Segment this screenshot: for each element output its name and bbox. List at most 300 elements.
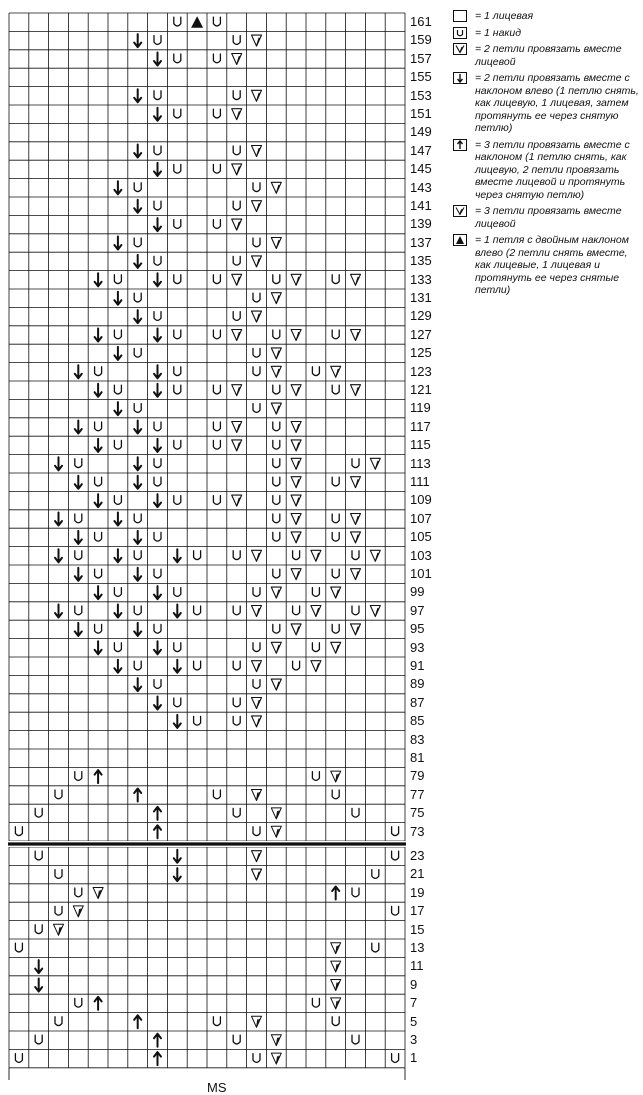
yarn-over-symbol xyxy=(312,772,319,781)
yarn-over-symbol xyxy=(134,238,141,247)
row-number: 77 xyxy=(410,786,425,802)
k2tog-symbol xyxy=(271,587,281,598)
ssk-arrow-symbol xyxy=(154,641,161,654)
k2tog-symbol xyxy=(271,238,281,249)
yarn-over-symbol xyxy=(134,514,141,523)
yarn-over-symbol xyxy=(213,422,220,431)
yarn-over-symbol xyxy=(233,698,240,707)
yarn-over-symbol xyxy=(352,459,359,468)
k2tog-symbol xyxy=(252,851,262,862)
row-number: 75 xyxy=(410,805,425,821)
ssk-arrow-symbol xyxy=(134,476,141,489)
sk2p-arrow-symbol xyxy=(95,997,102,1010)
row-number: 99 xyxy=(410,584,425,600)
ssk-arrow-symbol xyxy=(154,53,161,66)
row-number: 129 xyxy=(410,308,432,324)
k2tog-symbol xyxy=(291,385,301,396)
k2tog-symbol xyxy=(291,330,301,341)
row-number: 159 xyxy=(410,32,432,48)
yarn-over-symbol xyxy=(332,790,339,799)
row-number: 141 xyxy=(410,198,432,213)
yarn-over-symbol xyxy=(174,698,181,707)
k2tog-symbol xyxy=(291,458,301,469)
k2tog-symbol xyxy=(331,366,341,377)
ssk-arrow-symbol xyxy=(55,513,62,526)
legend-text: = 3 петли провязать вместе лицевой xyxy=(475,205,622,230)
k3tog-symbol xyxy=(271,1053,281,1064)
yarn-over-symbol xyxy=(253,643,260,652)
k2tog-symbol xyxy=(232,330,242,341)
sk2p-arrow-icon xyxy=(453,139,467,151)
yarn-over-symbol xyxy=(194,551,201,560)
k2tog-symbol xyxy=(351,624,361,635)
k2tog-symbol xyxy=(252,550,262,561)
row-number: 117 xyxy=(410,418,431,434)
k2tog-symbol xyxy=(232,495,242,506)
legend-item-yarn-over xyxy=(453,27,641,40)
yarn-over-symbol xyxy=(273,330,280,339)
k2tog-icon xyxy=(453,43,467,55)
ssk-arrow-symbol xyxy=(55,457,62,470)
row-number: 89 xyxy=(410,676,425,692)
k2tog-symbol xyxy=(232,164,242,175)
yarn-over-symbol xyxy=(312,643,319,652)
legend-text: = 2 петли провязать вместе лицевой xyxy=(475,43,622,68)
legend-item-sk2p xyxy=(453,139,641,202)
row-number: 81 xyxy=(410,750,425,765)
k2tog-symbol xyxy=(351,514,361,525)
yarn-over-symbol xyxy=(75,998,82,1007)
ssk-arrow-symbol xyxy=(75,623,82,636)
row-number: 1 xyxy=(410,1050,418,1066)
yarn-over-symbol xyxy=(55,1017,62,1026)
yarn-over-symbol xyxy=(114,440,121,449)
yarn-over-symbol xyxy=(15,943,22,952)
yarn-over-symbol xyxy=(392,827,399,836)
legend-item-cdd xyxy=(453,234,641,297)
row-number: 157 xyxy=(410,50,432,66)
legend-item-k3tog xyxy=(453,205,641,230)
yarn-over-symbol xyxy=(332,330,339,339)
yarn-over-symbol xyxy=(273,422,280,431)
sk2p-arrow-symbol xyxy=(332,887,339,900)
row-number: 105 xyxy=(410,529,432,545)
ssk-arrow-icon xyxy=(453,72,467,84)
yarn-over-symbol xyxy=(174,17,181,26)
yarn-over-symbol xyxy=(35,1035,42,1044)
yarn-over-symbol xyxy=(213,330,220,339)
ssk-arrow-symbol xyxy=(134,255,141,268)
yarn-over-symbol xyxy=(312,588,319,597)
k2tog-symbol xyxy=(351,274,361,285)
ssk-arrow-symbol xyxy=(134,457,141,470)
k2tog-symbol xyxy=(311,550,321,561)
yarn-over-symbol xyxy=(114,643,121,652)
yarn-over-symbol xyxy=(332,624,339,633)
yarn-over-symbol xyxy=(332,385,339,394)
yarn-over-symbol xyxy=(114,275,121,284)
ssk-arrow-symbol xyxy=(154,163,161,176)
yarn-over-symbol xyxy=(114,330,121,339)
k2tog-symbol xyxy=(370,606,380,617)
yarn-over-symbol xyxy=(95,367,102,376)
ssk-arrow-symbol xyxy=(154,108,161,121)
yarn-over-symbol xyxy=(35,851,42,860)
k2tog-symbol xyxy=(291,422,301,433)
k2tog-symbol xyxy=(351,532,361,543)
yarn-over-symbol xyxy=(233,201,240,210)
yarn-over-symbol xyxy=(392,906,399,915)
yarn-over-symbol xyxy=(75,888,82,897)
yarn-over-symbol xyxy=(174,440,181,449)
yarn-over-symbol xyxy=(114,496,121,505)
k3tog-symbol xyxy=(271,1035,281,1046)
sk2p-arrow-symbol xyxy=(154,825,161,838)
row-number: 153 xyxy=(410,87,432,103)
ssk-arrow-symbol xyxy=(114,292,121,305)
k2tog-symbol xyxy=(331,642,341,653)
yarn-over-symbol xyxy=(332,275,339,284)
row-number: 161 xyxy=(410,14,432,29)
yarn-over-symbol xyxy=(154,256,161,265)
yarn-over-icon xyxy=(453,27,467,39)
row-number: 125 xyxy=(410,345,432,361)
legend-item-ssk xyxy=(453,72,641,135)
row-number: 79 xyxy=(410,768,425,784)
row-number: 155 xyxy=(410,69,432,85)
yarn-over-symbol xyxy=(95,532,102,541)
yarn-over-symbol xyxy=(213,1017,220,1026)
yarn-over-symbol xyxy=(213,17,220,26)
k2tog-symbol xyxy=(271,366,281,377)
yarn-over-symbol xyxy=(154,422,161,431)
row-number: 95 xyxy=(410,621,425,637)
ssk-arrow-symbol xyxy=(114,605,121,618)
sk2p-arrow-symbol xyxy=(154,1034,161,1047)
yarn-over-symbol xyxy=(174,109,181,118)
ssk-arrow-symbol xyxy=(154,439,161,452)
row-number: 151 xyxy=(410,106,432,121)
ssk-arrow-symbol xyxy=(75,476,82,489)
k2tog-symbol xyxy=(252,606,262,617)
ssk-arrow-symbol xyxy=(114,237,121,250)
knit-icon xyxy=(453,10,467,22)
yarn-over-symbol xyxy=(55,906,62,915)
yarn-over-symbol xyxy=(213,164,220,173)
yarn-over-symbol xyxy=(15,1054,22,1063)
yarn-over-symbol xyxy=(174,496,181,505)
yarn-over-symbol xyxy=(174,588,181,597)
yarn-over-symbol xyxy=(213,220,220,229)
ssk-arrow-symbol xyxy=(35,979,42,992)
row-number: 147 xyxy=(410,142,432,158)
ms-label: MS xyxy=(207,1079,227,1095)
yarn-over-symbol xyxy=(233,661,240,670)
yarn-over-symbol xyxy=(134,183,141,192)
yarn-over-symbol xyxy=(154,569,161,578)
ssk-arrow-symbol xyxy=(154,384,161,397)
k2tog-symbol xyxy=(252,256,262,267)
k2tog-symbol xyxy=(291,477,301,488)
k3tog-symbol xyxy=(331,943,341,954)
k2tog-symbol xyxy=(291,569,301,580)
ssk-arrow-symbol xyxy=(174,715,181,728)
yarn-over-symbol xyxy=(352,606,359,615)
yarn-over-symbol xyxy=(273,514,280,523)
yarn-over-symbol xyxy=(392,851,399,860)
legend-item-k2tog xyxy=(453,43,641,68)
yarn-over-symbol xyxy=(95,569,102,578)
row-number: 127 xyxy=(410,326,432,342)
ssk-arrow-symbol xyxy=(95,329,102,342)
k2tog-symbol xyxy=(271,293,281,304)
row-number: 111 xyxy=(410,474,430,489)
yarn-over-symbol xyxy=(253,1054,260,1063)
yarn-over-symbol xyxy=(332,477,339,486)
yarn-over-symbol xyxy=(213,109,220,118)
ssk-arrow-symbol xyxy=(154,365,161,378)
row-number: 109 xyxy=(410,492,432,508)
yarn-over-symbol xyxy=(293,606,300,615)
yarn-over-symbol xyxy=(174,54,181,63)
row-number: 3 xyxy=(410,1032,418,1047)
ssk-arrow-symbol xyxy=(95,273,102,286)
yarn-over-symbol xyxy=(15,827,22,836)
k3tog-symbol xyxy=(331,980,341,991)
yarn-over-symbol xyxy=(134,348,141,357)
yarn-over-symbol xyxy=(233,808,240,817)
yarn-over-symbol xyxy=(273,532,280,541)
ssk-arrow-symbol xyxy=(75,531,82,544)
yarn-over-symbol xyxy=(253,183,260,192)
ssk-arrow-symbol xyxy=(154,494,161,507)
yarn-over-symbol xyxy=(332,1017,339,1026)
ssk-arrow-symbol xyxy=(154,697,161,710)
row-number: 11 xyxy=(410,958,424,974)
yarn-over-symbol xyxy=(213,54,220,63)
row-number: 13 xyxy=(410,940,425,955)
ssk-arrow-symbol xyxy=(134,568,141,581)
yarn-over-symbol xyxy=(233,146,240,155)
k2tog-symbol xyxy=(232,219,242,230)
legend-text: = 1 лицевая xyxy=(475,10,534,22)
yarn-over-symbol xyxy=(332,514,339,523)
yarn-over-symbol xyxy=(253,238,260,247)
k2tog-symbol xyxy=(291,624,301,635)
legend xyxy=(453,10,641,301)
yarn-over-symbol xyxy=(372,943,379,952)
yarn-over-symbol xyxy=(174,164,181,173)
row-number: 87 xyxy=(410,694,425,710)
ssk-arrow-symbol xyxy=(134,200,141,213)
k2tog-symbol xyxy=(351,477,361,488)
row-number: 23 xyxy=(410,848,425,863)
ssk-arrow-symbol xyxy=(134,310,141,323)
yarn-over-symbol xyxy=(332,532,339,541)
k2tog-symbol xyxy=(351,330,361,341)
k3tog-symbol xyxy=(54,924,64,935)
ssk-arrow-symbol xyxy=(114,402,121,415)
row-number: 73 xyxy=(410,823,425,839)
ssk-arrow-symbol xyxy=(154,329,161,342)
yarn-over-symbol xyxy=(273,459,280,468)
row-number: 115 xyxy=(410,437,431,453)
yarn-over-symbol xyxy=(233,606,240,615)
k2tog-symbol xyxy=(252,661,262,672)
yarn-over-symbol xyxy=(233,1035,240,1044)
yarn-over-symbol xyxy=(154,680,161,689)
yarn-over-symbol xyxy=(352,808,359,817)
yarn-over-symbol xyxy=(233,551,240,560)
k2tog-symbol xyxy=(252,201,262,212)
k2tog-symbol xyxy=(232,440,242,451)
yarn-over-symbol xyxy=(75,551,82,560)
k2tog-symbol xyxy=(232,422,242,433)
yarn-over-symbol xyxy=(55,790,62,799)
k2tog-symbol xyxy=(252,35,262,46)
ssk-arrow-symbol xyxy=(134,34,141,47)
legend-item-knit xyxy=(453,10,641,23)
yarn-over-symbol xyxy=(253,680,260,689)
ssk-arrow-symbol xyxy=(114,660,121,673)
k3tog-symbol xyxy=(331,998,341,1009)
yarn-over-symbol xyxy=(174,643,181,652)
ssk-arrow-symbol xyxy=(154,273,161,286)
yarn-over-symbol xyxy=(174,385,181,394)
sk2p-arrow-symbol xyxy=(134,1015,141,1028)
row-number: 149 xyxy=(410,124,432,140)
row-number: 5 xyxy=(410,1013,418,1029)
yarn-over-symbol xyxy=(213,790,220,799)
yarn-over-symbol xyxy=(352,551,359,560)
row-number: 107 xyxy=(410,510,432,526)
k3tog-symbol xyxy=(271,808,281,819)
ssk-arrow-symbol xyxy=(134,421,141,434)
triangle-symbol xyxy=(191,16,203,28)
yarn-over-symbol xyxy=(213,496,220,505)
yarn-over-symbol xyxy=(114,385,121,394)
k2tog-symbol xyxy=(271,403,281,414)
yarn-over-symbol xyxy=(75,459,82,468)
k2tog-symbol xyxy=(351,385,361,396)
yarn-over-symbol xyxy=(293,551,300,560)
ssk-arrow-symbol xyxy=(95,641,102,654)
k2tog-symbol xyxy=(232,109,242,120)
k3tog-symbol xyxy=(331,961,341,972)
sk2p-arrow-symbol xyxy=(154,1052,161,1065)
yarn-over-symbol xyxy=(134,551,141,560)
ssk-arrow-symbol xyxy=(174,660,181,673)
yarn-over-symbol xyxy=(194,606,201,615)
yarn-over-symbol xyxy=(273,385,280,394)
k2tog-symbol xyxy=(271,679,281,690)
k2tog-symbol xyxy=(252,146,262,157)
legend-text: = 2 петли провязать вместе с наклоном влево (1 петлю снять, как лицевую, 1 лицевая, затем протянуть ее через снятую петлю) xyxy=(475,72,639,134)
k2tog-symbol xyxy=(252,716,262,727)
ssk-arrow-symbol xyxy=(95,439,102,452)
k2tog-symbol xyxy=(252,698,262,709)
row-number: 83 xyxy=(410,731,425,747)
k2tog-symbol xyxy=(232,54,242,65)
yarn-over-symbol xyxy=(134,661,141,670)
yarn-over-symbol xyxy=(134,606,141,615)
k3tog-symbol xyxy=(271,826,281,837)
k2tog-symbol xyxy=(331,587,341,598)
legend-text: = 3 петли провязать вместе с наклоном (1 петлю снять, как лицевую, 2 петли провязать вместе лицевой и протянуть через снятую петлю) xyxy=(475,138,630,201)
ssk-arrow-symbol xyxy=(95,384,102,397)
yarn-over-symbol xyxy=(253,588,260,597)
ssk-arrow-symbol xyxy=(114,513,121,526)
k2tog-symbol xyxy=(370,458,380,469)
row-number: 121 xyxy=(410,382,432,397)
yarn-over-symbol xyxy=(372,870,379,879)
yarn-over-symbol xyxy=(293,661,300,670)
row-number: 17 xyxy=(410,903,425,919)
k2tog-symbol xyxy=(291,440,301,451)
row-number: 123 xyxy=(410,363,432,379)
yarn-over-symbol xyxy=(154,36,161,45)
yarn-over-symbol xyxy=(174,367,181,376)
k3tog-symbol xyxy=(73,906,83,917)
yarn-over-symbol xyxy=(154,91,161,100)
k3tog-symbol xyxy=(252,1016,262,1027)
yarn-over-symbol xyxy=(154,624,161,633)
yarn-over-symbol xyxy=(273,496,280,505)
row-number: 133 xyxy=(410,271,432,287)
yarn-over-symbol xyxy=(253,348,260,357)
row-number: 135 xyxy=(410,253,432,269)
yarn-over-symbol xyxy=(392,1054,399,1063)
row-number: 145 xyxy=(410,161,432,177)
yarn-over-symbol xyxy=(253,367,260,376)
k3tog-symbol xyxy=(252,790,262,801)
ssk-arrow-symbol xyxy=(75,365,82,378)
sk2p-arrow-symbol xyxy=(95,770,102,783)
yarn-over-symbol xyxy=(273,275,280,284)
yarn-over-symbol xyxy=(35,925,42,934)
yarn-over-symbol xyxy=(273,624,280,633)
row-number: 101 xyxy=(410,566,432,581)
ssk-arrow-symbol xyxy=(95,586,102,599)
row-number: 137 xyxy=(410,234,432,250)
k3tog-icon xyxy=(453,205,467,217)
k2tog-symbol xyxy=(291,274,301,285)
k2tog-symbol xyxy=(232,385,242,396)
yarn-over-symbol xyxy=(233,256,240,265)
yarn-over-symbol xyxy=(312,367,319,376)
yarn-over-symbol xyxy=(174,275,181,284)
ssk-arrow-symbol xyxy=(134,623,141,636)
yarn-over-symbol xyxy=(352,888,359,897)
k2tog-symbol xyxy=(252,90,262,101)
row-number: 143 xyxy=(410,179,432,195)
sk2p-arrow-symbol xyxy=(154,807,161,820)
ssk-arrow-symbol xyxy=(134,678,141,691)
yarn-over-symbol xyxy=(114,588,121,597)
row-number: 15 xyxy=(410,921,425,937)
yarn-over-symbol xyxy=(273,440,280,449)
yarn-over-symbol xyxy=(273,569,280,578)
row-number: 93 xyxy=(410,639,425,655)
k2tog-symbol xyxy=(291,495,301,506)
yarn-over-symbol xyxy=(154,532,161,541)
k2tog-symbol xyxy=(252,869,262,880)
yarn-over-symbol xyxy=(95,624,102,633)
yarn-over-symbol xyxy=(154,477,161,486)
sk2p-arrow-symbol xyxy=(134,789,141,802)
yarn-over-symbol xyxy=(233,716,240,725)
ssk-arrow-symbol xyxy=(75,568,82,581)
